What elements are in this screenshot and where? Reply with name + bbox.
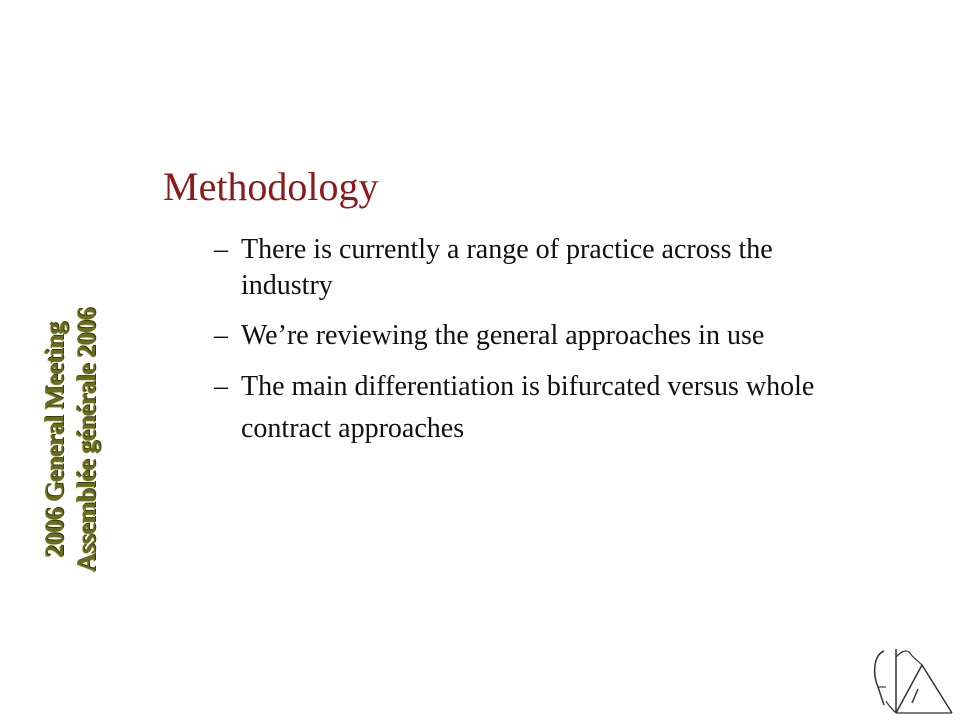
cia-logo-icon — [866, 643, 956, 717]
bullet-list — [214, 232, 854, 464]
bullet-item — [214, 366, 854, 450]
bullet-dash: – — [214, 320, 228, 351]
bullet-item — [214, 318, 854, 354]
side-caption-line-1: 2006 General Meeting — [40, 322, 69, 558]
slide-title: Methodology — [163, 164, 379, 209]
bullet-text: There is currently a range of practice across the industry — [241, 234, 773, 301]
bullet-dash: – — [214, 371, 228, 402]
side-caption — [39, 260, 129, 620]
bullet-text: The main differentiation is bifurcated versus whole contract approaches — [241, 371, 815, 444]
side-caption-line-2: Assemblée générale 2006 — [72, 307, 101, 573]
bullet-dash: – — [214, 234, 228, 265]
bullet-item — [214, 232, 854, 304]
bullet-text: We’re reviewing the general approaches in use — [241, 320, 765, 351]
